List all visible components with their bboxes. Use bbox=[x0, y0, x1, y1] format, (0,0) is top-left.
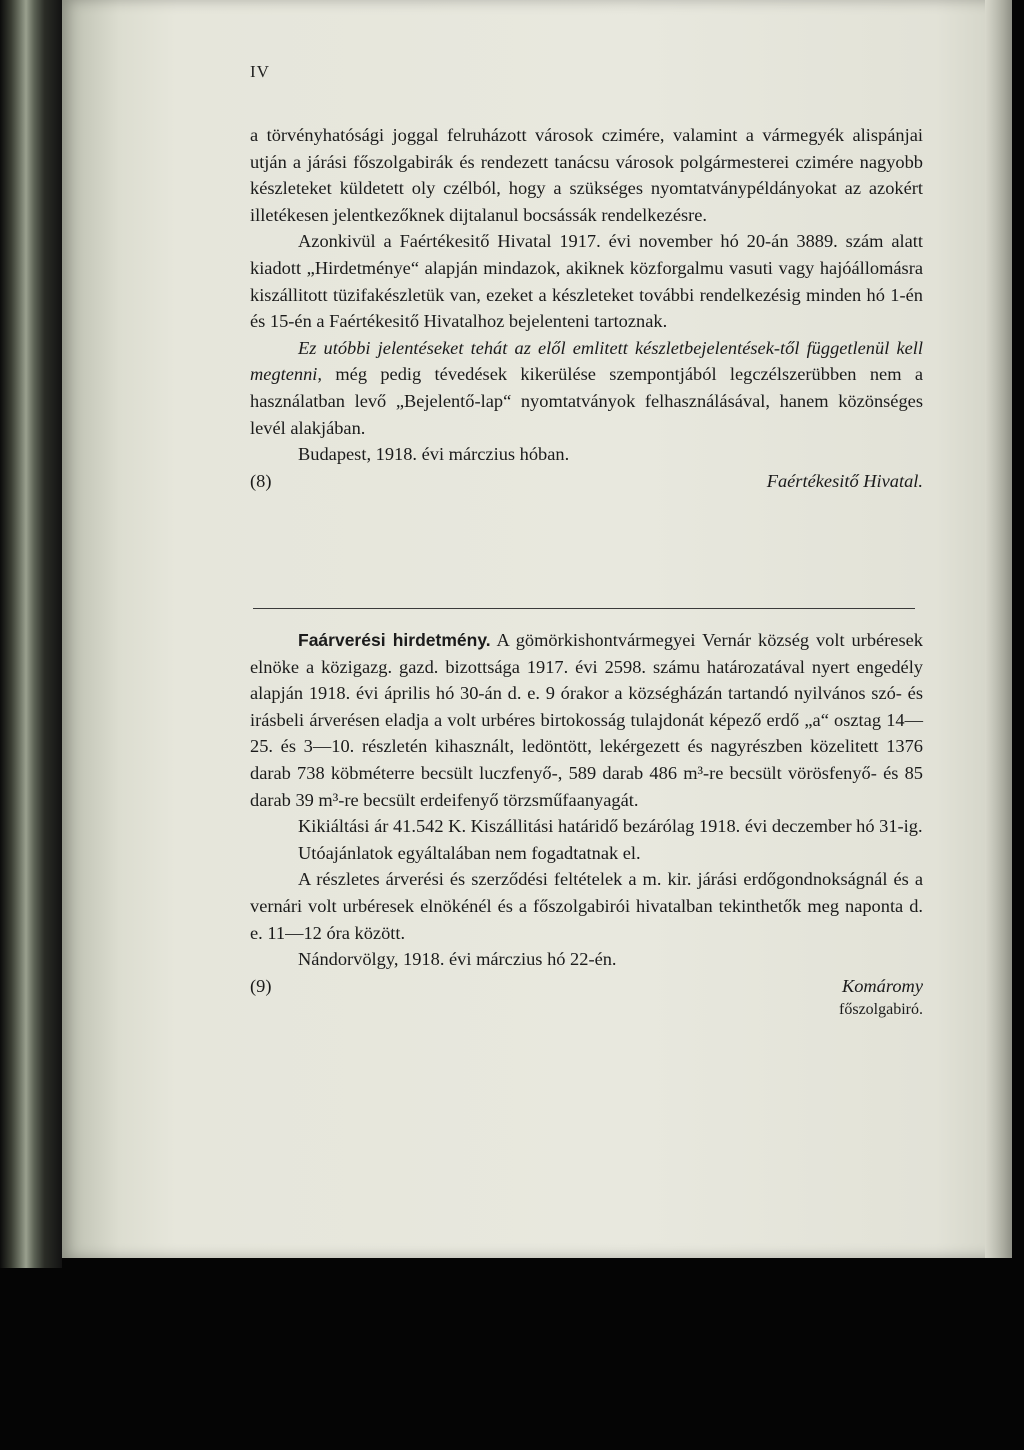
paragraph bbox=[250, 335, 923, 441]
signature-title: főszolgabiró. bbox=[839, 1001, 923, 1019]
signature: Faértékesitő Hivatal. bbox=[766, 470, 923, 491]
book-binding bbox=[0, 0, 62, 1268]
reference-number: (9) bbox=[250, 975, 272, 996]
notice-faarveres bbox=[250, 627, 923, 1021]
date-line: Budapest, 1918. évi márczius hóban. bbox=[298, 444, 570, 465]
page-number: IV bbox=[250, 62, 270, 81]
signature: Komáromy bbox=[841, 975, 923, 996]
signature-row bbox=[250, 973, 923, 1000]
page-edge bbox=[985, 0, 1012, 1258]
paragraph: a törvényhatósági joggal felruházott városok czimére, valamint a vármegyék alispánjai utján a járási főszolgabirák és rendezett tanácsu városok polgármesterei czimére nagyobb készleteket küldetett oly czélból, hogy a szükséges nyomtatványpéldányokat az azokért illetékesen jelentkezőknek dijtalanul bocsássák rendelkezésre. bbox=[250, 125, 923, 225]
paragraph: Utóajánlatok egyáltalában nem fogadtatnak el. bbox=[298, 842, 641, 863]
italic-emphasis: Ez utóbbi jelentéseket tehát az elől emlitett készletbejelentések-től függetlenül kell megtenni, bbox=[250, 337, 923, 385]
notice-faertekesito bbox=[250, 122, 923, 494]
reference-number: (8) bbox=[250, 470, 272, 491]
paragraph bbox=[250, 627, 923, 813]
section-divider bbox=[253, 608, 915, 609]
paragraph-text: A gömörkishontvármegyei Vernár község volt urbéresek elnöke a közigazg. gazd. bizottsága 1917. évi 2598. számu határozatával nyert engedély alapján 1918. évi április hó 30-án d. e. 9 órakor a községházán tartandó nyilvános szó- és irásbeli árverésen eladja a volt urbéres birtokosság tulajdonát képező erdő „a“ osztag 14—25. és 3—10. részletén kihasznált, ledöntött, lekérgezett és nagyrészben közelitett 1376 darab 738 köbméterre becsült luczfenyő-, 589 darab 486 m³-re becsült vörösfenyő- és 85 darab 39 m³-re becsült erdeifenyő törzsműfaanyagát. bbox=[250, 630, 923, 810]
paragraph-text: még pedig tévedések kikerülése szempontjából legczélszerübben nem a használatban levő „Bejelentő-lap“ nyomtatványok felhasználásával, hanem közönséges levél alakjában. bbox=[250, 364, 923, 438]
paragraph: A részletes árverési és szerződési feltételek a m. kir. járási erdőgondnokságnál és a vernári volt urbéresek elnökénél és a főszolgabirói hivatalban tekinthetők meg naponta d. e. 11—12 óra között. bbox=[250, 869, 923, 943]
signature-row bbox=[250, 468, 923, 495]
date-line: Nándorvölgy, 1918. évi márczius hó 22-én. bbox=[298, 949, 617, 970]
notice-heading: Faárverési hirdetmény. bbox=[298, 630, 491, 650]
paragraph: Kikiáltási ár 41.542 K. Kiszállitási határidő bezárólag 1918. évi deczember hó 31-ig. bbox=[298, 816, 923, 837]
paragraph: Azonkivül a Faértékesitő Hivatal 1917. évi november hó 20-án 3889. szám alatt kiadott „Hirdetménye“ alapján mindazok, akiknek közforgalmu vasuti vagy hajóállomásra kiszállitott tüzifakészletük van, ezeket a készleteket további rendelkezésig minden hó 1-én és 15-én a Faértékesitő Hivatalhoz bejelenteni tartoznak. bbox=[250, 231, 923, 332]
